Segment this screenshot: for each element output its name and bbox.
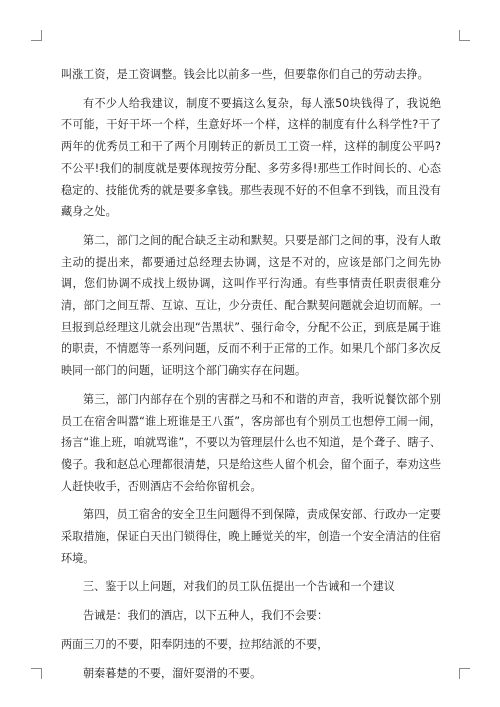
section-heading-three: 三、鉴于以上问题，对我们的员工队伍提出一个告诫和一个建议	[83, 580, 396, 594]
paragraph-fairness: 有不少人给我建议，制度不要搞这么复杂，每人涨50块钱得了，我说绝不可能，干好干坏一个样，生意好坏一个样，这样的制度有什么科学性?干了两年的优秀员工和干了两个月刚转正的新员工工资一样，这样的制度公平吗?不公平!我们的制度就是要体现按劳分配、多劳多得!那些工作时间长的、心态稳定的、技能优秀的就是要多拿钱。那些表现不好的不但拿不到钱，而且没有藏身之处。	[61, 96, 441, 219]
paragraph-warning: 告诫是：我们的酒店，以下五种人，我们不会要：	[83, 609, 329, 623]
crop-mark-top-left	[31, 30, 42, 41]
crop-mark-top-right	[459, 30, 470, 41]
paragraph-salary-adjustment: 叫涨工资，是工资调整。钱会比以前多一些，但要靠你们自己的劳动去挣。	[61, 68, 429, 81]
crop-mark-bottom-right	[459, 668, 470, 679]
paragraph-bad-elements: 第三，部门内部存在个别的害群之马和不和谐的声音，我听说餐饮部个别员工在宿舍叫嚣“谁上班谁是王八蛋”，客房部也有个别员工也想停工闹一闹，扬言“谁上班，咱就骂谁”，不要以为管理层什么也不知道，是个聋子、瞎子、傻子。我和赵总心理都很清楚，只是给这些人留个机会，留个面子，奉劝这些人赶快收手，否则酒店不会给你留机会。	[61, 392, 441, 493]
paragraph-list-line-2: 朝秦暮楚的不要，溜奸耍滑的不要。	[83, 666, 262, 680]
crop-mark-bottom-left	[31, 668, 42, 679]
paragraph-list-line-1: 两面三刀的不要，阳奉阴违的不要，拉邦结派的不要，	[61, 637, 329, 651]
paragraph-department-coordination: 第二，部门之间的配合缺乏主动和默契。只要是部门之间的事，没有人敢主动的提出来，都要通过总经理去协调，这是不对的，应该是部门之间先协调，您们协调不成找上级协调，这叫作平行沟通。有些事情责任职责很难分清，部门之间互帮、互谅、互让，少分责任、配合默契问题就会迫切而解。一旦报到总经理这儿就会出现“告黑状”、强行命令，分配不公正，到底是属于谁的职责，不情愿等一系列问题，反而不利于正常的工作。如果几个部门多次反映同一部门的问题，证明这个部门确实存在问题。	[61, 233, 441, 378]
paragraph-dormitory-safety: 第四，员工宿舍的安全卫生问题得不到保障，责成保安部、行政办一定要采取措施，保证白天出门锁得住，晚上睡觉关的牢，创造一个安全清洁的住宿环境。	[61, 508, 441, 565]
document-body	[61, 64, 441, 684]
